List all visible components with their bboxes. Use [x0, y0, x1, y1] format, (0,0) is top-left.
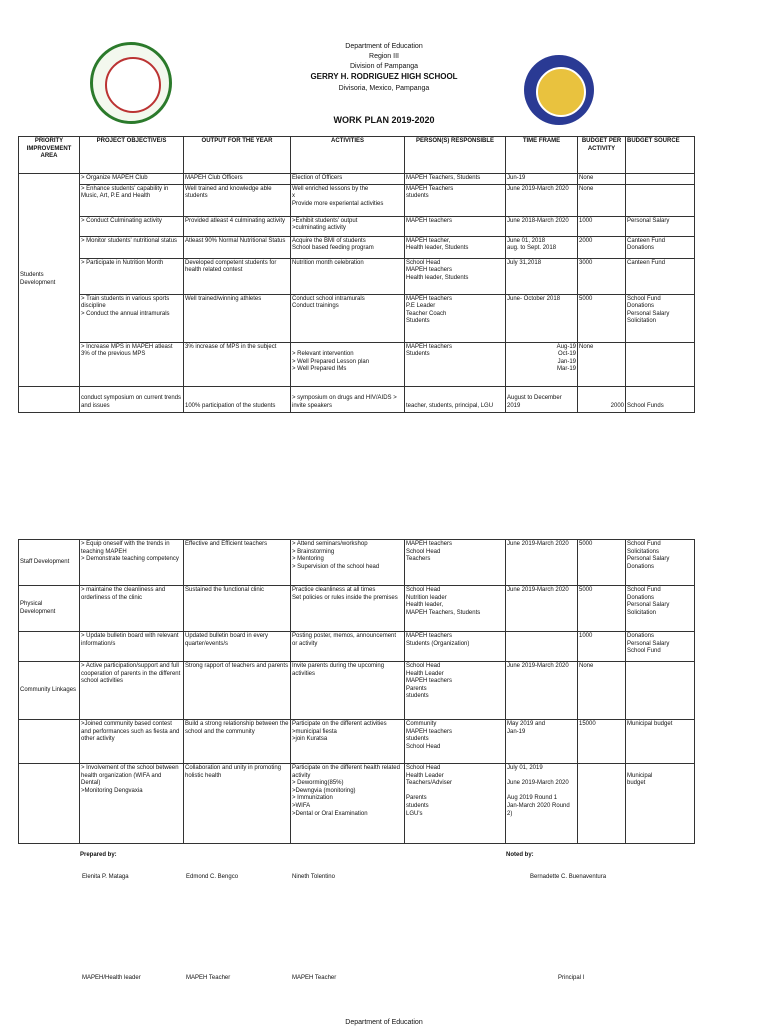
table-cell — [19, 386, 80, 412]
table-cell: School Funds — [626, 386, 695, 412]
table-cell: > maintaine the cleanliness and orderliness of the clinic — [80, 586, 184, 632]
table-cell — [506, 632, 578, 662]
priority-area-cell: Students Development — [19, 174, 80, 387]
table-cell: 5000 — [578, 294, 626, 342]
col-header: ACTIVITIES — [291, 137, 405, 174]
table-cell: > Organize MAPEH Club — [80, 174, 184, 185]
table-cell: > Conduct Culminating activity — [80, 216, 184, 236]
table-cell: June 2019-March 2020 — [506, 662, 578, 720]
table-cell: None — [578, 174, 626, 185]
table-cell: > Enhance students' capability in Music, Art, P.E and Health — [80, 184, 184, 216]
footer-dept: Department of Education — [345, 1019, 423, 1026]
table-cell — [626, 174, 695, 185]
table-cell: Personal Salary — [626, 216, 695, 236]
table-cell: 5000 — [578, 540, 626, 586]
table-row — [19, 174, 695, 185]
table-row — [19, 258, 695, 294]
signatory-role: MAPEH Teacher — [186, 975, 231, 981]
table-cell: Conduct school intramurals Conduct trainings — [291, 294, 405, 342]
table-cell: 1000 — [578, 632, 626, 662]
col-header: OUTPUT FOR THE YEAR — [184, 137, 291, 174]
table-cell: Practice cleanliness at all times Set policies or rules inside the premises — [291, 586, 405, 632]
table-cell: Provided atleast 4 culminating activity — [184, 216, 291, 236]
table-cell: None — [578, 662, 626, 720]
table-cell: School Fund Donations Personal Salary Solicitation — [626, 294, 695, 342]
work-plan-table-1 — [18, 136, 695, 413]
table-cell: 2000 — [578, 386, 626, 412]
table-cell: Invite parents during the upcoming activities — [291, 662, 405, 720]
table-cell: 3000 — [578, 258, 626, 294]
table-cell: Sustained the functional clinic — [184, 586, 291, 632]
col-header: BUDGET SOURCE — [626, 137, 695, 174]
table-cell: Developed competent students for health related contest — [184, 258, 291, 294]
table-cell: School Head MAPEH teachers Health leader, Students — [405, 258, 506, 294]
table-cell: MAPEH teachers — [405, 216, 506, 236]
table-cell: June 2019-March 2020 — [506, 540, 578, 586]
header-region: Region III — [369, 53, 399, 60]
table-cell: 3% increase of MPS in the subject — [184, 342, 291, 386]
table-cell: > Monitor students' nutritional status — [80, 236, 184, 258]
work-plan-table-2 — [18, 539, 695, 844]
table-cell: Well trained and knowledge able students — [184, 184, 291, 216]
table-cell: >Joined community based contest and performances such as fiesta and other activity — [80, 720, 184, 764]
table-cell: None — [578, 184, 626, 216]
table-cell: School Head Health Leader MAPEH teachers Parents students — [405, 662, 506, 720]
table-cell: Donations Personal Salary School Fund — [626, 632, 695, 662]
table-cell: MAPEH teachers Students (Organization) — [405, 632, 506, 662]
table-cell: Well trained/winning athletes — [184, 294, 291, 342]
table-cell: Participate on the different activities >municipal fiesta >join Kuratsa — [291, 720, 405, 764]
prepared-by-label: Prepared by: — [80, 852, 117, 858]
table-row — [19, 342, 695, 386]
table-cell: June 01, 2018 aug. to Sept. 2018 — [506, 236, 578, 258]
table-row — [19, 662, 695, 720]
table-cell — [578, 764, 626, 844]
table-cell: Atleast 90% Normal Nutritional Status — [184, 236, 291, 258]
table-cell: MAPEH teacher, Health leader, Students — [405, 236, 506, 258]
table-cell: MAPEH teachers Students — [405, 342, 506, 386]
priority-area-cell: Community Linkages — [19, 662, 80, 720]
table-cell — [626, 342, 695, 386]
signatory-name: Nineth Tolentino — [292, 874, 335, 880]
priority-area-cell — [19, 632, 80, 662]
table-row — [19, 236, 695, 258]
signatory-role: MAPEH Teacher — [292, 975, 337, 981]
signatory-name: Edmond C. Bengco — [186, 874, 239, 880]
table-cell: MAPEH teachers P.E Leader Teacher Coach Students — [405, 294, 506, 342]
table-cell: teacher, students, principal, LGU — [405, 386, 506, 412]
table-cell: May 2019 and Jan-19 — [506, 720, 578, 764]
table-cell: School Fund Solicitations Personal Salary Donations — [626, 540, 695, 586]
table-cell: > Involvement of the school between health organization (WIFA and Dental) >Monitoring Dengvaxia — [80, 764, 184, 844]
table-cell: > Relevant intervention > Well Prepared Lesson plan > Well Prepared IMs — [291, 342, 405, 386]
table-cell: None — [578, 342, 626, 386]
table-cell: > Attend seminars/workshop > Brainstorming > Mentoring > Supervision of the school head — [291, 540, 405, 586]
table-row — [19, 720, 695, 764]
table-cell: 2000 — [578, 236, 626, 258]
table-cell: Updated bulletin board in every quarter/events/s — [184, 632, 291, 662]
header-address: Divisoria, Mexico, Pampanga — [338, 85, 430, 92]
table-row — [19, 540, 695, 586]
table-cell: Community MAPEH teachers students School Head — [405, 720, 506, 764]
table-cell: Aug-19 Oct-19 Jan-19 Mar-19 — [506, 342, 578, 386]
table-row — [19, 386, 695, 412]
table-cell: 5000 — [578, 586, 626, 632]
table-cell: Canteen Fund — [626, 258, 695, 294]
table-row — [19, 586, 695, 632]
header-dept: Department of Education — [345, 43, 423, 50]
table-cell: Build a strong relationship between the school and the community — [184, 720, 291, 764]
table-cell: Municipal budget — [626, 720, 695, 764]
header-school: GERRY H. RODRIGUEZ HIGH SCHOOL — [310, 72, 458, 81]
signatory-role: MAPEH/Health leader — [82, 975, 141, 981]
table-row — [19, 294, 695, 342]
table-cell: June 2019-March 2020 — [506, 184, 578, 216]
table-cell: MAPEH Teachers students — [405, 184, 506, 216]
table-cell: MAPEH Teachers, Students — [405, 174, 506, 185]
table-cell: MAPEH teachers School Head Teachers — [405, 540, 506, 586]
table-cell: Strong rapport of teachers and parents — [184, 662, 291, 720]
col-header: PRIORITY IMPROVEMENT AREA — [19, 137, 80, 174]
table-cell: 100% participation of the students — [184, 386, 291, 412]
table-cell: >Exhibit students' output >culminating activity — [291, 216, 405, 236]
priority-area-cell — [19, 720, 80, 764]
table-cell: June 2019-March 2020 — [506, 586, 578, 632]
col-header: PROJECT OBJECTIVE/S — [80, 137, 184, 174]
table-header-row — [19, 137, 695, 174]
priority-area-cell: Staff Development — [19, 540, 80, 586]
table-cell: Municipal budget — [626, 764, 695, 844]
table-cell: > Participate in Nutrition Month — [80, 258, 184, 294]
table-row — [19, 184, 695, 216]
table-cell: 15000 — [578, 720, 626, 764]
table-cell: > symposium on drugs and HIV/AIDS > invite speakers — [291, 386, 405, 412]
table-cell: Collaboration and unity in promoting holistic health — [184, 764, 291, 844]
table-cell: June 2018-March 2020 — [506, 216, 578, 236]
table-cell: Nutrition month celebration — [291, 258, 405, 294]
table-cell: School Head Health Leader Teachers/Adviser Parents students LGU's — [405, 764, 506, 844]
table-cell: > Increase MPS in MAPEH atleast 3% of the previous MPS — [80, 342, 184, 386]
table-cell: Participate on the different health related activity > Deworming(85%) >Dewngvia (monitoring) > Immunization >WIFA >Dental or Oral Examination — [291, 764, 405, 844]
col-header: PERSON(S) RESPONSIBLE — [405, 137, 506, 174]
table-cell — [626, 184, 695, 216]
table-cell: conduct symposium on current trends and issues — [80, 386, 184, 412]
table-cell: Acquire the BMI of students School based feeding program — [291, 236, 405, 258]
priority-area-cell — [19, 764, 80, 844]
signatory-role: Principal I — [558, 975, 585, 981]
table-cell: Well enriched lessons by the x Provide more experiental activities — [291, 184, 405, 216]
table-cell: Canteen Fund Donations — [626, 236, 695, 258]
table-cell: > Equip oneself with the trends in teaching MAPEH > Demonstrate teaching competency — [80, 540, 184, 586]
noted-by-label: Noted by: — [506, 852, 534, 858]
col-header: BUDGET PER ACTIVITY — [578, 137, 626, 174]
table-row — [19, 632, 695, 662]
page-title: WORK PLAN 2019-2020 — [333, 115, 435, 125]
table-cell: > Train students in various sports discipline > Conduct the annual intramurals — [80, 294, 184, 342]
header-division: Division of Pampanga — [349, 63, 419, 70]
table-cell: Jun-19 — [506, 174, 578, 185]
table-cell: > Active participation/support and full cooperation of parents in the different school activities — [80, 662, 184, 720]
table-cell: June- October 2018 — [506, 294, 578, 342]
table-cell: MAPEH Club Officers — [184, 174, 291, 185]
table-cell: School Fund Donations Personal Salary Solicitation — [626, 586, 695, 632]
table-cell: August to December 2019 — [506, 386, 578, 412]
col-header: TIME FRAME — [506, 137, 578, 174]
table-cell: School Head Nutrition leader Health leader, MAPEH Teachers, Students — [405, 586, 506, 632]
table-cell: Posting poster, memos, announcement or activity — [291, 632, 405, 662]
table-cell: July 01, 2019 June 2019-March 2020 Aug 2019 Round 1 Jan-March 2020 Round 2) — [506, 764, 578, 844]
signatory-name: Elenita P. Mataga — [82, 874, 129, 880]
table-cell: > Update bulletin board with relevant information/s — [80, 632, 184, 662]
table-cell: July 31,2018 — [506, 258, 578, 294]
priority-area-cell: Physical Development — [19, 586, 80, 632]
table-row — [19, 216, 695, 236]
table-cell — [626, 662, 695, 720]
table-cell: Effective and Efficient teachers — [184, 540, 291, 586]
table-row — [19, 764, 695, 844]
table-cell: Election of Officers — [291, 174, 405, 185]
table-cell: 1000 — [578, 216, 626, 236]
signatory-name: Bernadette C. Buenaventura — [530, 874, 607, 880]
